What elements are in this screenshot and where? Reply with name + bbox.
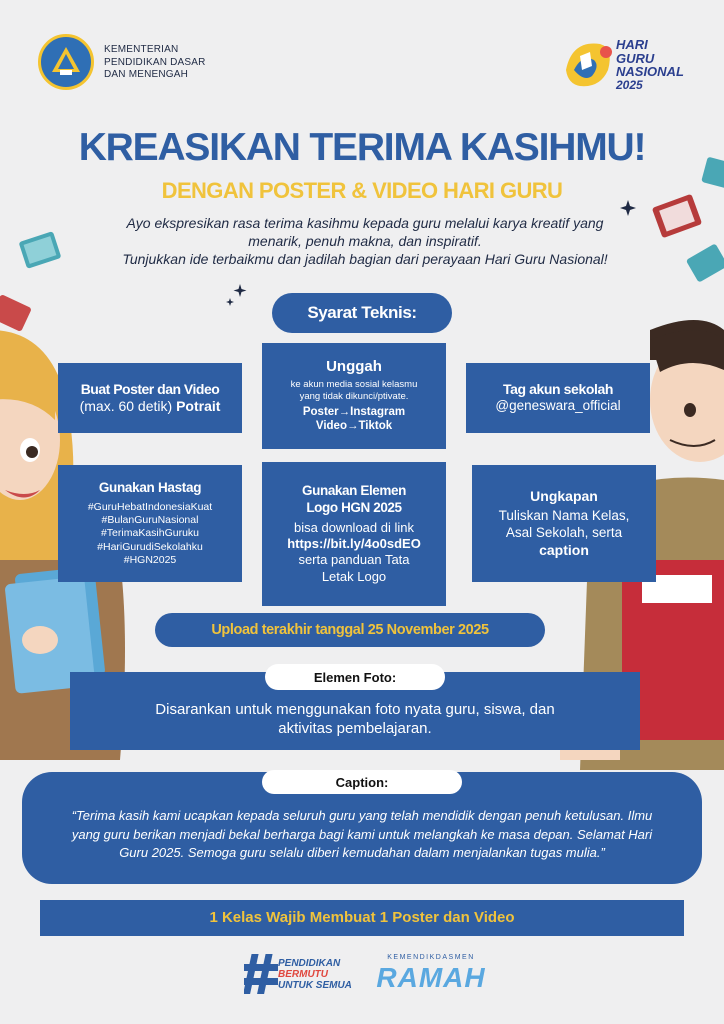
page-subtitle: DENGAN POSTER & VIDEO HARI GURU xyxy=(161,178,563,203)
deadline-text: Upload terakhir tanggal 25 November 2025 xyxy=(211,622,489,638)
box-elemen-title: Gunakan Elemen xyxy=(302,483,406,499)
box-tag-akun xyxy=(466,363,650,433)
pendidikan-bermutu-logo xyxy=(244,952,364,996)
box-unggah-tiktok: Video→Tiktok xyxy=(315,420,393,433)
box-unggah-desc: ke akun media sosial kelasmu xyxy=(290,379,418,391)
box-hastag xyxy=(58,465,242,582)
box-ungkapan xyxy=(472,465,656,582)
caption-line: yang guru berikan menjadi bekal berharga bagi kami untuk melangkah ke masa depan. Selamat Hari xyxy=(71,826,653,842)
book-icon xyxy=(0,294,32,332)
ministry-logo xyxy=(38,34,94,90)
book-icon xyxy=(19,231,62,269)
ministry-name-line: PENDIDIKAN DASAR xyxy=(104,56,206,68)
caption-label-text: Caption: xyxy=(335,774,389,790)
box-elemen-logo xyxy=(262,462,446,606)
hgn-logo-line: NASIONAL xyxy=(616,64,684,80)
ramah-logo-text: RAMAH xyxy=(376,962,486,993)
hgn-logo-text xyxy=(616,38,716,92)
box-ungkapan-caption: caption xyxy=(539,541,589,558)
caption-line: Guru 2025. Semoga guru selalu diberi kemudahan dalam menjalankan tugas mulia.” xyxy=(119,845,605,861)
box-hastag-title: Gunakan Hastag xyxy=(98,480,202,496)
box-ungkapan-line: Tuliskan Nama Kelas, xyxy=(498,508,630,524)
box-elemen-line: bisa download di link xyxy=(294,519,414,535)
footer-hashtag-line: UNTUK SEMUA xyxy=(278,980,352,991)
hashtag-item: #HGN2025 xyxy=(123,553,177,566)
ramah-logo-top: KEMENDIKDASMEN xyxy=(387,954,475,961)
hgn-logo-year: 2025 xyxy=(616,77,643,92)
deadline-banner xyxy=(155,613,545,647)
ministry-name xyxy=(104,44,244,82)
elemen-foto-label xyxy=(265,664,445,690)
mandatory-banner-text: 1 Kelas Wajib Membuat 1 Poster dan Video xyxy=(209,908,515,926)
box-unggah-title: Unggah xyxy=(326,358,382,376)
hashtag-icon xyxy=(244,952,280,996)
syarat-teknis-text: Syarat Teknis: xyxy=(307,303,417,322)
syarat-teknis-label xyxy=(272,293,452,333)
box-elemen-line: Letak Logo xyxy=(321,568,387,584)
page-title: KREASIKAN TERIMA KASIHMU! xyxy=(78,126,646,169)
box-unggah xyxy=(262,343,446,449)
box-poster-line2 xyxy=(80,398,221,416)
elemen-foto-label-text: Elemen Foto: xyxy=(313,669,397,685)
hashtag-item: #BulanGuruNasional xyxy=(101,514,199,527)
tut-wuri-emblem-icon xyxy=(46,42,86,82)
box-elemen-title: Logo HGN 2025 xyxy=(306,500,402,515)
hgn-logo-line: HARI xyxy=(616,37,648,52)
caption-line: “Terima kasih kami ucapkan kepada seluruh guru yang telah mendidik dengan penuh ketulusan. Ilmu xyxy=(71,807,653,823)
ministry-name-line: KEMENTERIAN xyxy=(104,44,179,55)
caption-label xyxy=(262,770,462,794)
book-icon xyxy=(686,243,724,283)
download-link[interactable]: https://bit.ly/4o0sdEO xyxy=(287,536,421,552)
box-elemen-line: serta panduan Tata xyxy=(298,552,410,568)
ramah-logo xyxy=(376,952,486,1000)
intro-line: Ayo ekspresikan rasa terima kasihmu kepada guru melalui karya kreatif yang xyxy=(126,215,604,231)
hashtag-item: #TerimaKasihGuruku xyxy=(100,527,200,540)
hgn-logo-line: GURU xyxy=(616,50,655,66)
hashtag-item: #GuruHebatIndonesiaKuat xyxy=(87,501,213,514)
footer-hashtag-line: BERMUTU xyxy=(278,969,328,980)
intro-text xyxy=(80,214,650,269)
box-tag-title: Tag akun sekolah xyxy=(502,380,614,397)
box-unggah-instagram: Poster→Instagram xyxy=(302,405,406,418)
box-poster-video xyxy=(58,363,242,433)
box-unggah-desc: yang tidak dikunci/ptivate. xyxy=(299,391,409,402)
hashtag-item: #HariGurudiSekolahku xyxy=(97,540,203,553)
mandatory-banner xyxy=(40,900,684,936)
box-tag-handle: @geneswara_official xyxy=(495,398,621,414)
ministry-name-line: DAN MENENGAH xyxy=(104,69,189,80)
elemen-foto-line: aktivitas pembelajaran. xyxy=(278,720,432,737)
box-ungkapan-title: Ungkapan xyxy=(530,487,598,504)
intro-line: Tunjukkan ide terbaikmu dan jadilah bagian dari perayaan Hari Guru Nasional! xyxy=(122,251,608,268)
intro-line: menarik, penuh makna, dan inspiratif. xyxy=(248,233,482,250)
box-ungkapan-line: Asal Sekolah, serta xyxy=(505,525,623,540)
box-poster-duration: (max. 60 detik) xyxy=(79,398,177,414)
footer-hashtag-line: PENDIDIKAN xyxy=(278,958,341,969)
box-poster-orientation: Potrait xyxy=(176,398,221,414)
box-poster-title: Buat Poster dan Video xyxy=(80,380,220,397)
elemen-foto-line: Disarankan untuk menggunakan foto nyata guru, siswa, dan xyxy=(155,701,555,719)
